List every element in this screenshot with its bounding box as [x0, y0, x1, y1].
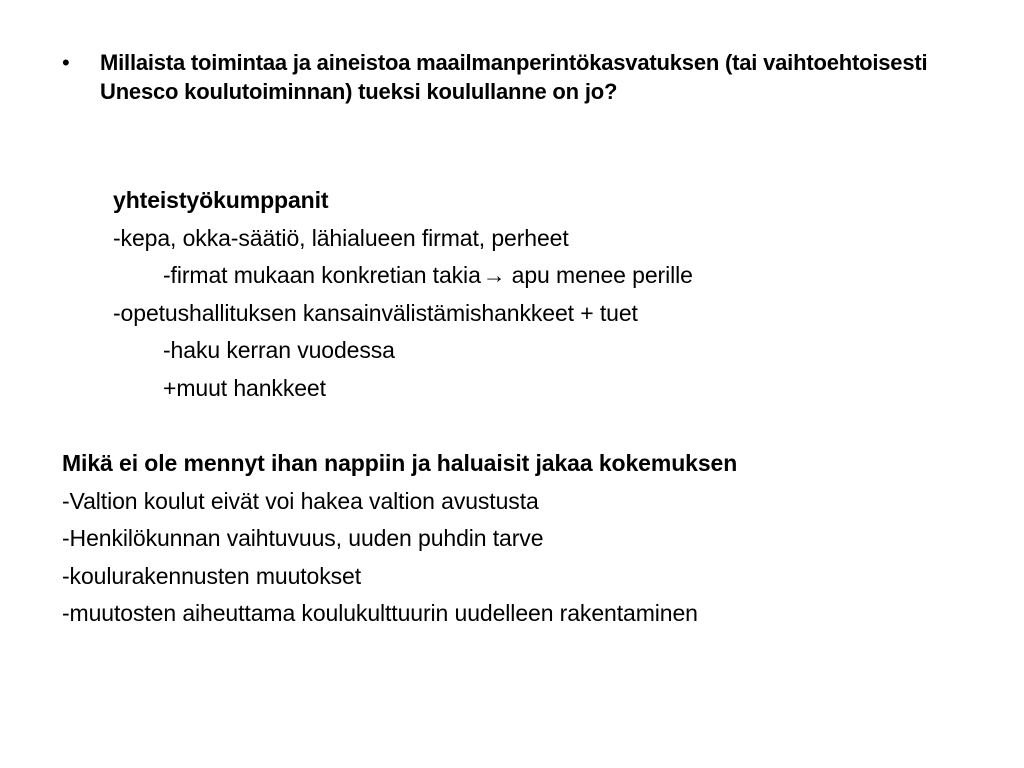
arrow-right-icon: → — [482, 262, 506, 288]
partners-line-2 — [163, 260, 693, 290]
partners-heading: yhteistyökumppanit — [113, 187, 329, 213]
issues-item-2: -Henkilökunnan vaihtuvuus, uuden puhdin tarve — [62, 525, 544, 551]
partners-line-5: +muut hankkeet — [163, 375, 326, 401]
question-text: Millaista toimintaa ja aineistoa maailmanperintökasvatuksen (tai vaihtoehtoisesti Unesco koulutoiminnan) tueksi koulullanne on jo? — [100, 50, 928, 104]
issues-item-3: -koulurakennusten muutokset — [62, 563, 362, 589]
issues-item-1: -Valtion koulut eivät voi hakea valtion avustusta — [62, 488, 539, 514]
partners-line-2-before: -firmat mukaan konkretian takia — [163, 262, 481, 288]
partners-line-4: -haku kerran vuodessa — [163, 337, 395, 363]
issues-heading: Mikä ei ole mennyt ihan nappiin ja haluaisit jakaa kokemuksen — [62, 450, 738, 476]
issues-item-4: -muutosten aiheuttama koulukulttuurin uudelleen rakentaminen — [62, 600, 698, 626]
partners-line-1: -kepa, okka-säätiö, lähialueen firmat, perheet — [113, 225, 569, 251]
partners-line-3: -opetushallituksen kansainvälistämishankkeet + tuet — [113, 300, 638, 326]
partners-line-2-after: apu menee perille — [511, 262, 693, 288]
bullet-icon: • — [62, 50, 70, 75]
